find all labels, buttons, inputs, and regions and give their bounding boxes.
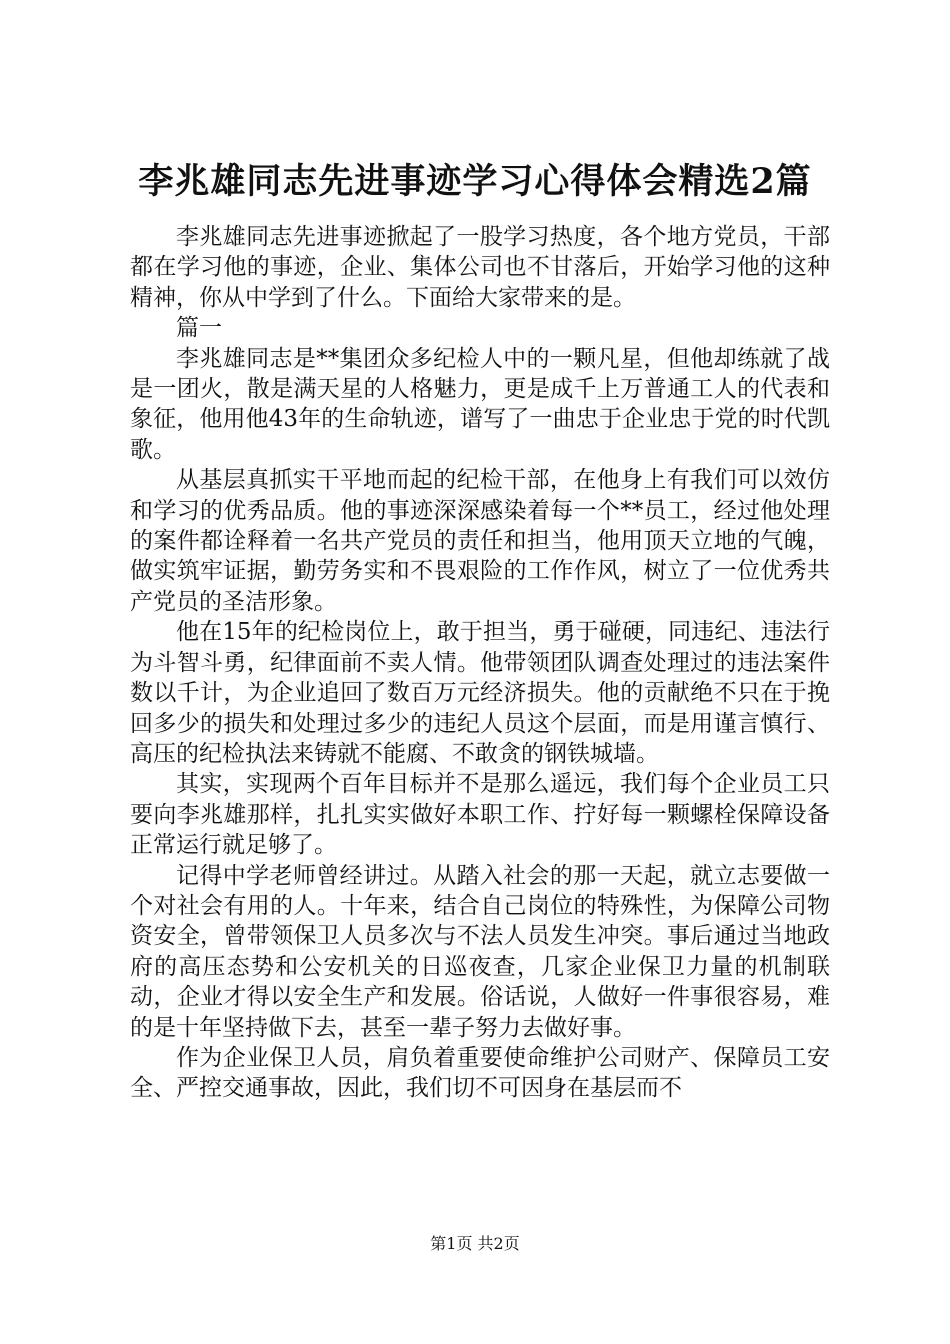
paragraph: 他在15年的纪检岗位上，敢于担当，勇于碰硬，同违纪、违法行为斗智斗勇，纪律面前不卖人情。他带领团队调查处理过的违法案件数以千计，为企业追回了数百万元经济损失。他的贡献绝不只在于挽回多少的损失和处理过多少的违纪人员这个层面，而是用谨言慎行、高压的纪检执法来铸就不能腐、不敢贪的钢铁城墙。 bbox=[130, 619, 830, 767]
paragraph: 作为企业保卫人员，肩负着重要使命维护公司财产、保障员工安全、严控交通事故，因此，我们切不可因身在基层而不 bbox=[130, 1044, 830, 1102]
document-title: 李兆雄同志先进事迹学习心得体会精选2篇 bbox=[138, 161, 812, 202]
paragraph: 从基层真抓实干平地而起的纪检干部，在他身上有我们可以效仿和学习的优秀品质。他的事迹深深感染着每一个**员工，经过他处理的案件都诠释着一名共产党员的责任和担当，他用顶天立地的气魄，做实筑牢证据，勤劳务实和不畏艰险的工作作风，树立了一位优秀共产党员的圣洁形象。 bbox=[130, 467, 830, 615]
page-footer: 第1页 共2页 bbox=[430, 1234, 520, 1253]
section-heading-part-one: 篇一 bbox=[176, 315, 222, 342]
document-body bbox=[130, 222, 830, 1104]
paragraph: 其实，实现两个百年目标并不是那么遥远，我们每个企业员工只要向李兆雄那样，扎扎实实做好本职工作、拧好每一颗螺栓保障设备正常运行就足够了。 bbox=[130, 771, 830, 859]
paragraph-intro: 李兆雄同志先进事迹掀起了一股学习热度，各个地方党员，干部都在学习他的事迹，企业、集体公司也不甘落后，开始学习他的这种精神，你从中学到了什么。下面给大家带来的是。 bbox=[130, 224, 830, 311]
paragraph: 记得中学老师曾经讲过。从踏入社会的那一天起，就立志要做一个对社会有用的人。十年来，结合自己岗位的特殊性，为保障公司物资安全，曾带领保卫人员多次与不法人员发生冲突。事后通过当地政府的高压态势和公安机关的日巡夜查，几家企业保卫力量的机制联动，企业才得以安全生产和发展。俗话说，人做好一件事很容易，难的是十年坚持做下去，甚至一辈子努力去做好事。 bbox=[130, 862, 830, 1041]
paragraph: 李兆雄同志是**集团众多纪检人中的一颗凡星，但他却练就了战是一团火，散是满天星的人格魅力，更是成千上万普通工人的代表和象征，他用他43年的生命轨迹，谱写了一曲忠于企业忠于党的时代凯歌。 bbox=[130, 345, 830, 463]
